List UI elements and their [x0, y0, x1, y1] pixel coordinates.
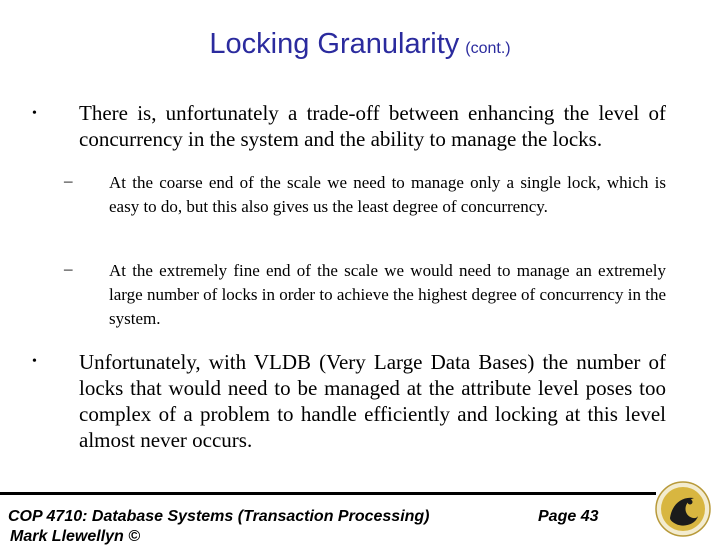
- title-sub: (cont.): [465, 40, 511, 57]
- footer-author: Mark Llewellyn ©: [10, 528, 141, 545]
- bullet-text-1: There is, unfortunately a trade-off between enhancing the level of concurrency in the system and the ability to manage the locks.: [79, 101, 666, 151]
- subbullet-text-1: At the coarse end of the scale we need to manage only a single lock, which is easy to do, but this also gives us the least degree of concurrency.: [109, 173, 666, 216]
- university-logo-icon: [654, 480, 712, 538]
- bullet-marker-2: •: [32, 354, 37, 369]
- footer-divider: [0, 492, 656, 495]
- slide-title: [0, 28, 720, 61]
- subbullet-marker-1: –: [64, 171, 73, 190]
- subbullet-text-2: At the extremely fine end of the scale we would need to manage an extremely large number of locks in order to achieve the highest degree of concurrency in the system.: [109, 261, 666, 328]
- title-main: Locking Granularity: [209, 28, 460, 60]
- footer-course: COP 4710: Database Systems (Transaction Processing): [8, 508, 430, 525]
- bullet-text-2: Unfortunately, with VLDB (Very Large Data Bases) the number of locks that would need to be managed at the attribute level poses too complex of a problem to handle efficiently and locking at this level almost never occurs.: [79, 350, 666, 452]
- footer-page-number: Page 43: [538, 508, 599, 525]
- bullet-marker-1: •: [32, 106, 37, 121]
- subbullet-marker-2: –: [64, 259, 73, 278]
